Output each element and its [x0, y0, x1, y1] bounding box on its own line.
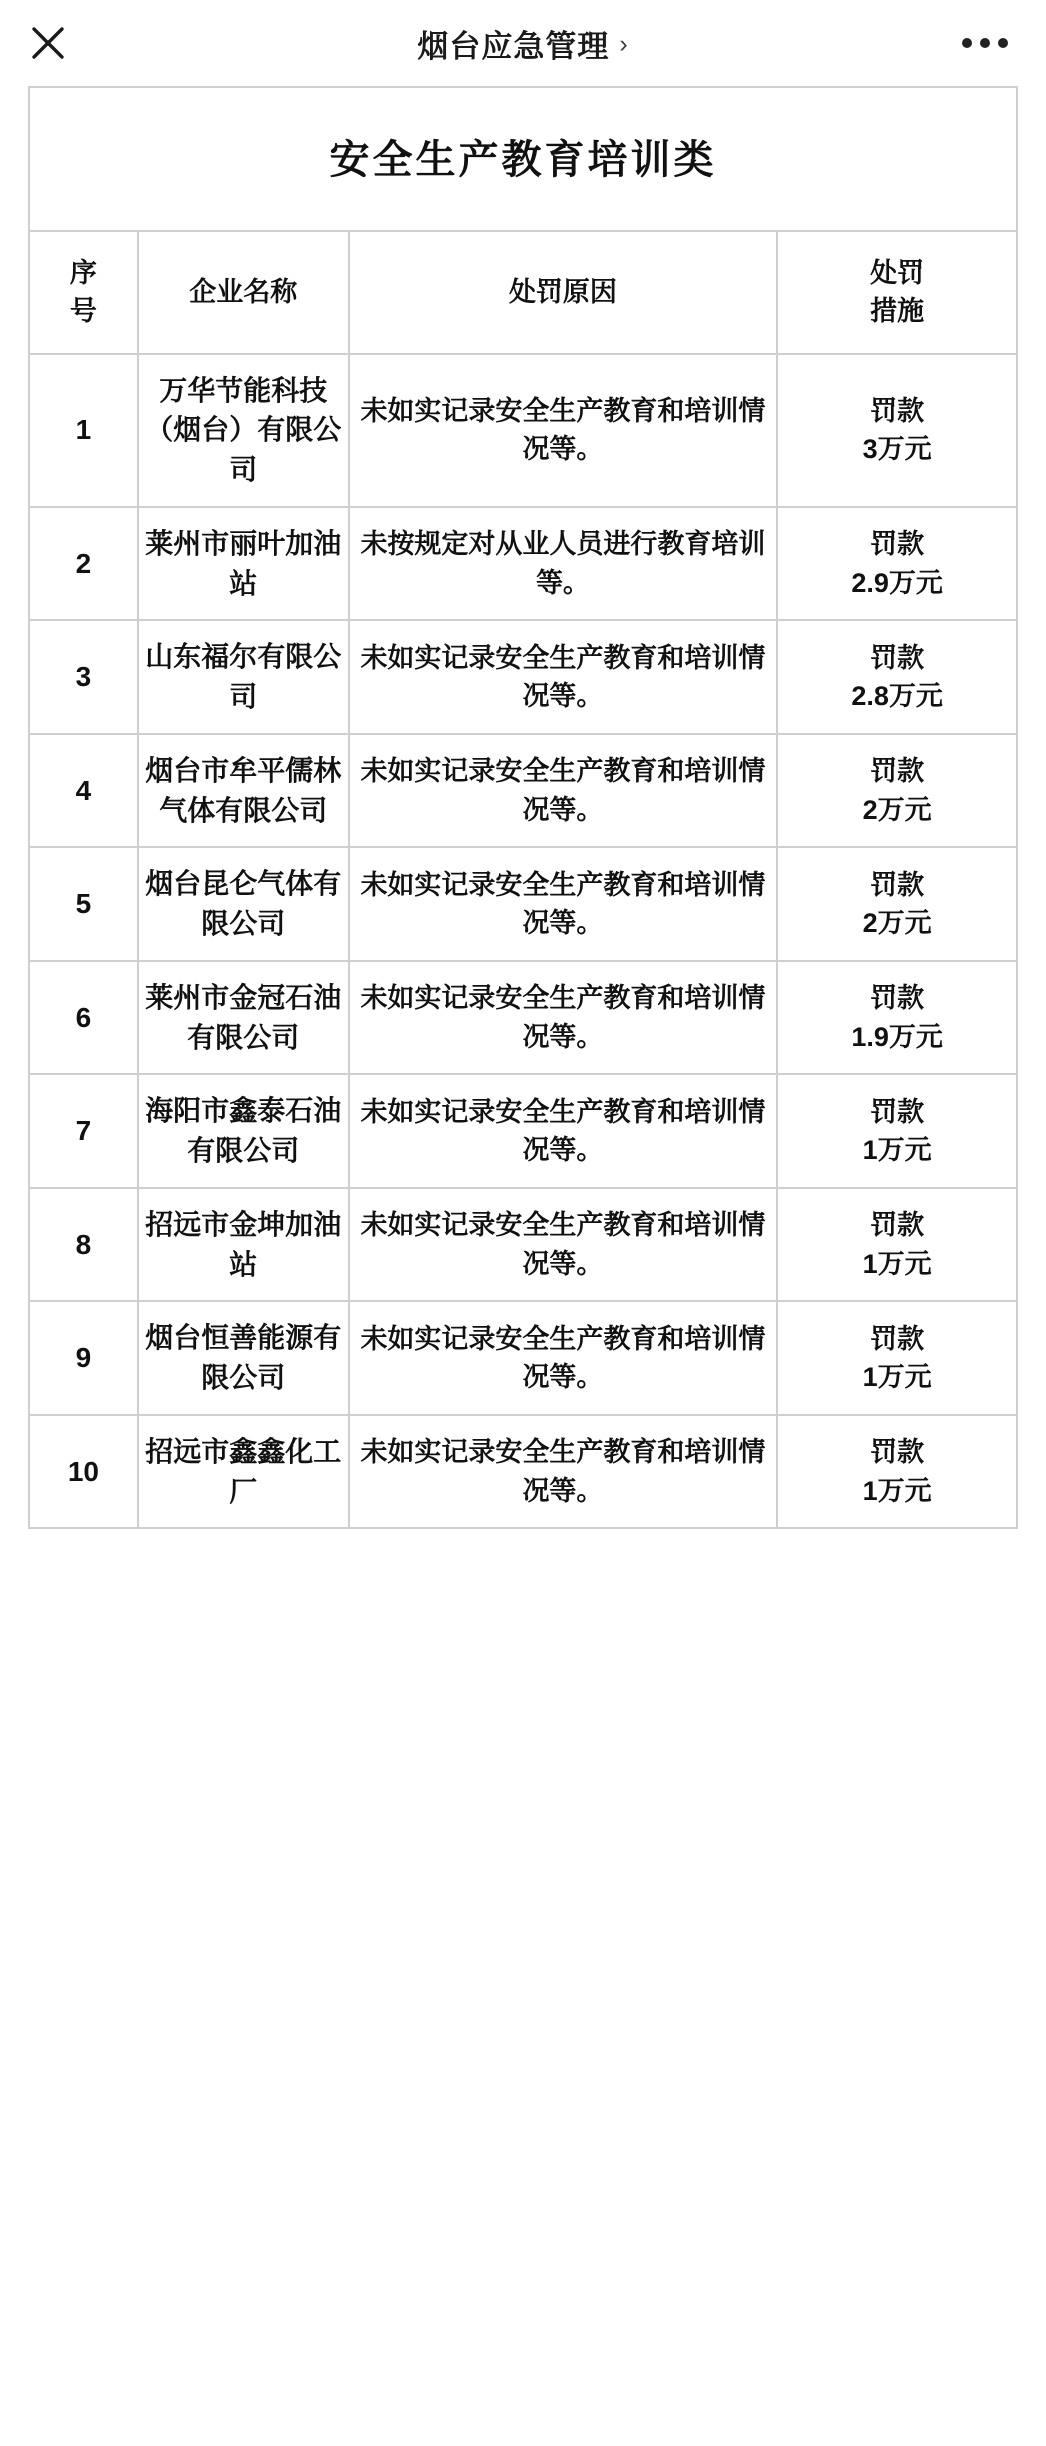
company-name: 莱州市金冠石油有限公司 [138, 961, 349, 1075]
table-row [29, 847, 1017, 961]
column-header-reason: 处罚原因 [349, 231, 778, 354]
penalty-action: 罚款 1万元 [777, 1301, 1017, 1415]
penalty-action: 罚款 1万元 [777, 1074, 1017, 1188]
penalty-reason: 未如实记录安全生产教育和培训情况等。 [349, 847, 778, 961]
penalty-action: 罚款 3万元 [777, 354, 1017, 507]
company-name: 烟台昆仑气体有限公司 [138, 847, 349, 961]
more-dot [962, 38, 972, 48]
penalty-action: 罚款 2万元 [777, 847, 1017, 961]
company-name: 烟台恒善能源有限公司 [138, 1301, 349, 1415]
document-title-cell [28, 86, 1018, 230]
row-index: 2 [29, 507, 138, 621]
penalty-reason: 未如实记录安全生产教育和培训情况等。 [349, 1415, 778, 1529]
penalty-action: 罚款 2.9万元 [777, 507, 1017, 621]
company-name: 烟台市牟平儒林气体有限公司 [138, 734, 349, 848]
penalty-reason: 未如实记录安全生产教育和培训情况等。 [349, 354, 778, 507]
penalty-action: 罚款 2.8万元 [777, 620, 1017, 734]
table-row [29, 507, 1017, 621]
penalty-reason: 未如实记录安全生产教育和培训情况等。 [349, 620, 778, 734]
column-header-no: 序 号 [29, 231, 138, 354]
company-name: 万华节能科技（烟台）有限公司 [138, 354, 349, 507]
top-navigation-bar [0, 0, 1046, 86]
table-row [29, 1301, 1017, 1415]
penalty-table [28, 230, 1018, 1529]
company-name: 招远市鑫鑫化工厂 [138, 1415, 349, 1529]
company-name: 海阳市鑫泰石油有限公司 [138, 1074, 349, 1188]
column-header-company: 企业名称 [138, 231, 349, 354]
row-index: 10 [29, 1415, 138, 1529]
column-header-action: 处罚 措施 [777, 231, 1017, 354]
penalty-action: 罚款 1.9万元 [777, 961, 1017, 1075]
penalty-reason: 未按规定对从业人员进行教育培训等。 [349, 507, 778, 621]
penalty-reason: 未如实记录安全生产教育和培训情况等。 [349, 734, 778, 848]
penalty-reason: 未如实记录安全生产教育和培训情况等。 [349, 1074, 778, 1188]
row-index: 6 [29, 961, 138, 1075]
penalty-action: 罚款 1万元 [777, 1188, 1017, 1302]
row-index: 1 [29, 354, 138, 507]
penalty-action: 罚款 2万元 [777, 734, 1017, 848]
table-row [29, 734, 1017, 848]
row-index: 3 [29, 620, 138, 734]
chevron-right-icon: › [619, 29, 629, 58]
penalty-action: 罚款 1万元 [777, 1415, 1017, 1529]
row-index: 8 [29, 1188, 138, 1302]
table-row [29, 620, 1017, 734]
table-header-row [29, 231, 1017, 354]
table-row [29, 1188, 1017, 1302]
row-index: 7 [29, 1074, 138, 1188]
company-name: 山东福尔有限公司 [138, 620, 349, 734]
document-title: 安全生产教育培训类 [329, 138, 717, 182]
table-row [29, 1074, 1017, 1188]
more-dot [998, 38, 1008, 48]
table-row [29, 354, 1017, 507]
table-row [29, 1415, 1017, 1529]
company-name: 招远市金坤加油站 [138, 1188, 349, 1302]
page-title[interactable] [417, 21, 628, 66]
account-name: 烟台应急管理 [417, 28, 610, 64]
penalty-reason: 未如实记录安全生产教育和培训情况等。 [349, 1301, 778, 1415]
row-index: 9 [29, 1301, 138, 1415]
more-options-icon[interactable] [954, 30, 1016, 56]
close-icon[interactable] [26, 21, 70, 65]
company-name: 莱州市丽叶加油站 [138, 507, 349, 621]
more-dot [980, 38, 990, 48]
document-body [0, 86, 1046, 1529]
row-index: 4 [29, 734, 138, 848]
table-row [29, 961, 1017, 1075]
penalty-reason: 未如实记录安全生产教育和培训情况等。 [349, 1188, 778, 1302]
penalty-reason: 未如实记录安全生产教育和培训情况等。 [349, 961, 778, 1075]
row-index: 5 [29, 847, 138, 961]
